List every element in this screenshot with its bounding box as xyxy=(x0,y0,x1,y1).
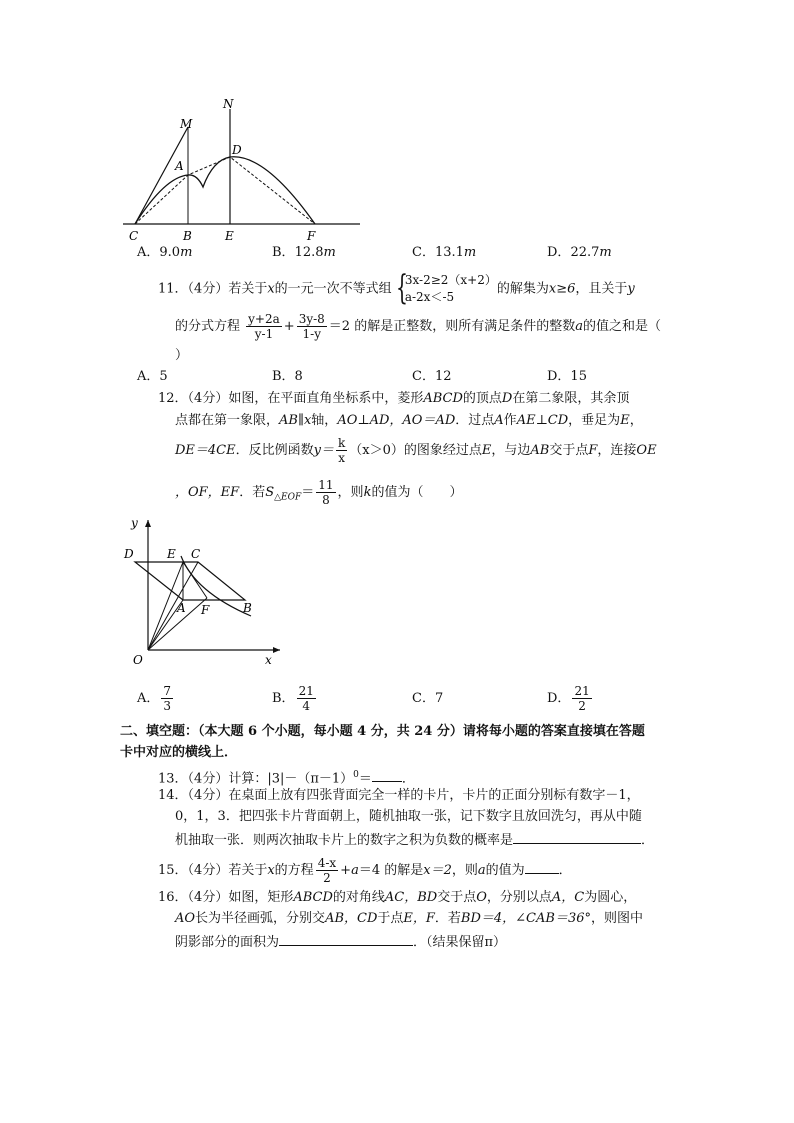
q11-line2: 的分式方程 $\frac{y+2a}{y-1}$ + $\frac{3y-8}{1-y}$ ＝2 的解是正整数，则所有满足条件的整数a的值之和是（ xyxy=(175,312,661,341)
q11-option-c[interactable]: C．12 xyxy=(412,369,452,384)
rhombus-abcd xyxy=(135,562,245,600)
hyperbola-curve xyxy=(181,556,251,616)
x-axis-arrow-icon xyxy=(273,647,280,653)
q15: 15．（4分）若关于x的方程 $\frac{4-x}{2}$ +a＝4 的解是x＝2，则a的值为 ． xyxy=(158,856,572,885)
q12-option-d[interactable]: D． $\frac{21}{2}$ xyxy=(547,684,590,713)
q14-line1: 14．（4分）在桌面上放有四张背面完全一样的卡片，卡片的正面分别标有数字－1， xyxy=(158,788,640,803)
q12-line2: 点都在第一象限，AB∥x轴，AO⊥AD，AO＝AD．过点A作AE⊥CD，垂足为E， xyxy=(175,413,643,428)
label-o: O xyxy=(133,653,143,667)
q12-line3: DE＝4CE．反比例函数y＝ $\frac{k}{x}$ （x＞0）的图象经过点E，与边AB交于点F，连接OE xyxy=(175,436,657,465)
label-y: y xyxy=(131,516,138,530)
q11-line1: 11．（4分）若关于x的一元一次不等式组 { 3x-2≥2（x+2） a-2x＜-5 的解集为x≥6，且关于y xyxy=(158,268,635,308)
label-f: F xyxy=(201,603,210,617)
q14-line2: 0，1，3．把四张卡片背面朝上，随机抽取一张，记下数字且放回洗匀，再从中随 xyxy=(175,809,642,824)
q12-line1: 12．（4分）如图，在平面直角坐标系中，菱形ABCD的顶点D在第二象限，其余顶 xyxy=(158,391,630,406)
q11-option-a[interactable]: A．5 xyxy=(137,369,168,384)
figure-q10 xyxy=(115,95,365,245)
figure-q12 xyxy=(115,512,285,672)
q12-option-c[interactable]: C．7 xyxy=(412,691,444,706)
label-x: x xyxy=(265,653,272,667)
label-a: A xyxy=(175,159,184,173)
q11-close: ） xyxy=(175,348,189,363)
q16-answer-blank[interactable] xyxy=(279,931,413,946)
label-c: C xyxy=(129,229,139,243)
y-axis-arrow-icon xyxy=(145,520,151,527)
label-n: N xyxy=(223,97,234,111)
label-b: B xyxy=(243,601,252,615)
q13: 13．（4分）计算：$|3|-(\pi-1)^0=$ ． xyxy=(158,766,415,788)
q13-answer-blank[interactable] xyxy=(372,767,402,782)
q15-answer-blank[interactable] xyxy=(525,859,559,874)
label-d: D xyxy=(232,143,242,157)
label-d: D xyxy=(124,547,134,561)
q10-option-d[interactable]: D．22.7m xyxy=(547,245,612,260)
q10-option-b[interactable]: B．12.8m xyxy=(272,245,336,260)
q10-option-c[interactable]: C．13.1m xyxy=(412,245,477,260)
q12-line4: ，OF，EF．若$S_{\triangle EOF}=$ $\frac{11}{8}$ ，则k的值为（ ） xyxy=(175,478,463,507)
label-e: E xyxy=(167,547,176,561)
curve-solid xyxy=(135,157,315,224)
q10-option-a[interactable]: A．9.0m xyxy=(137,245,193,260)
label-e: E xyxy=(225,229,234,243)
section2-heading-line1: 二、填空题：（本大题 6 个小题，每小题 4 分，共 24 分）请将每小题的答案直接填在答题 xyxy=(120,724,645,739)
label-a: A xyxy=(177,601,186,615)
line-oc xyxy=(148,562,198,650)
q16-line2: AO长为半径画弧，分别交AB，CD于点E，F．若BD＝4，∠CAB＝36°，则图中 xyxy=(175,911,644,926)
label-b: B xyxy=(183,229,192,243)
q11-option-d[interactable]: D．15 xyxy=(547,369,587,384)
q16-line1: 16．（4分）如图，矩形ABCD的对角线AC，BD交于点O，分别以点A，C为圆心， xyxy=(158,890,637,905)
label-c: C xyxy=(191,547,201,561)
q14-answer-blank[interactable] xyxy=(513,829,641,844)
label-f: F xyxy=(307,229,316,243)
line-cm xyxy=(135,127,188,224)
q16-line3: 阴影部分的面积为 ．（结果保留π） xyxy=(175,931,506,952)
inequality-system: { 3x-2≥2（x+2） a-2x＜-5 xyxy=(395,268,497,308)
q11-option-b[interactable]: B．8 xyxy=(272,369,303,384)
brace-icon: { xyxy=(395,268,408,308)
q14-line3: 机抽取一张．则两次抽取卡片上的数字之积为负数的概率是 ． xyxy=(175,829,654,850)
q12-option-b[interactable]: B． $\frac{21}{4}$ xyxy=(272,684,314,713)
label-m: M xyxy=(180,117,193,131)
section2-heading-line2: 卡中对应的横线上． xyxy=(120,745,238,760)
q12-option-a[interactable]: A． $\frac{7}{3}$ xyxy=(137,684,172,713)
